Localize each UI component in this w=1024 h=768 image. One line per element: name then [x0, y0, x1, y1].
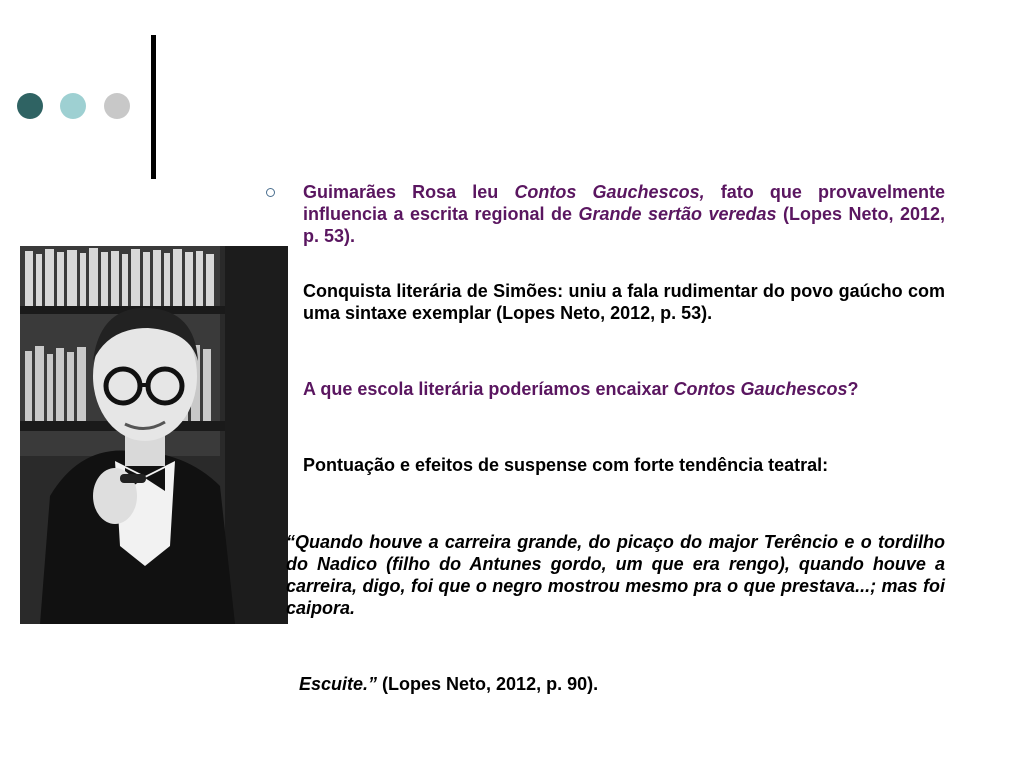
text-span: A que escola literária poderíamos encaixar [303, 379, 674, 399]
citation-span: (Lopes Neto, 2012, p. 90). [377, 674, 599, 694]
book-title-grande-sertao: Grande sertão veredas [578, 204, 777, 224]
citation-span: (Lopes Neto, 2012, p. 53). [303, 204, 945, 246]
quote-text: “Quando houve a carreira grande, do picaço do major Terêncio e o tordilho do Nadico (filho do Antunes gordo, um que era rengo), quando houve a carreira, digo, foi que o negro mostrou mesmo pra o que prestava...; mas foi caipora. [286, 532, 945, 618]
question-paragraph [303, 378, 945, 400]
book-title-contos: Contos Gauchescos, [514, 182, 705, 202]
paragraph-pontuacao: Pontuação e efeitos de suspense com forte tendência teatral: [303, 455, 829, 475]
text-span: fato que provavelmente influencia a escrita regional de [303, 182, 946, 224]
text-span: ? [847, 379, 859, 399]
quote-ending-italic: Escuite.” [299, 674, 378, 694]
paragraph-simoes: Conquista literária de Simões: uniu a fala rudimentar do povo gaúcho com uma sintaxe exemplar (Lopes Neto, 2012, p. 53). [303, 281, 945, 323]
book-title-contos: Contos Gauchescos [673, 379, 848, 399]
text-span: Guimarães Rosa leu [303, 182, 515, 202]
bullet-icon [266, 188, 275, 197]
quote-paragraph [286, 531, 945, 619]
quote-ending [299, 673, 945, 695]
bullet-paragraph-rosa [303, 181, 945, 247]
